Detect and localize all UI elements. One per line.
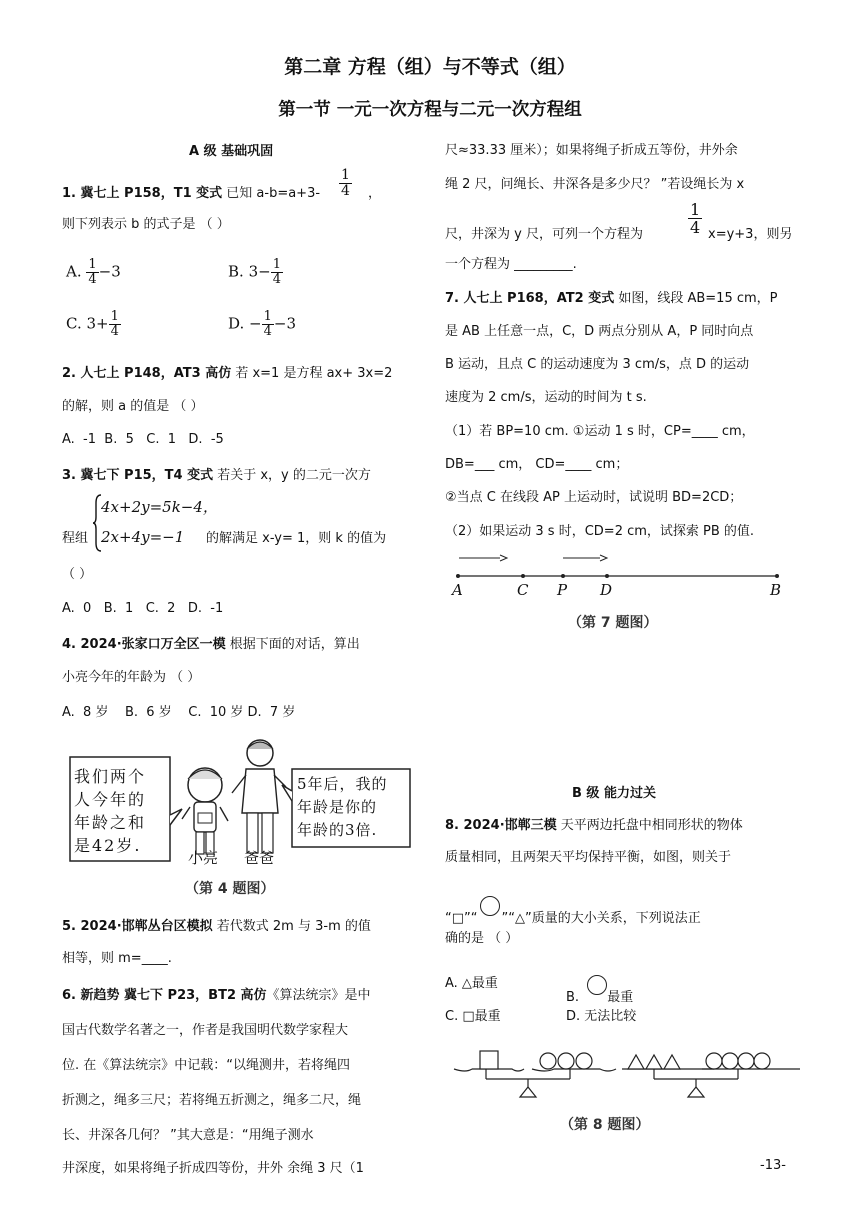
circle-icon xyxy=(587,975,607,995)
q3-tag: 3. 冀七下 P15，T4 变式 xyxy=(62,468,214,483)
q6-frac-line xyxy=(445,226,643,244)
q1-c-den: 4 xyxy=(110,324,119,339)
q3-line3: （ ） xyxy=(62,567,93,582)
q8-line1 xyxy=(445,817,743,835)
q1-fraction xyxy=(339,168,352,199)
page-number: -13- xyxy=(760,1158,786,1173)
q4-tag: 4. 2024·张家口万全区一模 xyxy=(62,637,226,652)
q6-frac-num: 1 xyxy=(690,200,701,219)
q6-frac-den: 4 xyxy=(690,218,701,237)
q1-option-a xyxy=(66,258,121,287)
q1-b-den: 4 xyxy=(272,272,281,287)
q3-suffix: 的解满足 x-y= 1，则 k 的值为 xyxy=(206,531,387,546)
q8-caption: （第 8 题图） xyxy=(560,1117,650,1133)
q1-option-b-label: B. xyxy=(228,262,244,281)
q4-left-line-4: 是42岁. xyxy=(74,836,142,855)
q1-d-post: −3 xyxy=(273,314,297,333)
q7-line5: （1）若 BP=10 cm. ①运动 1 s 时，CP=____ cm， xyxy=(445,424,755,439)
q7-point-b: B xyxy=(770,581,782,599)
balance-right xyxy=(622,1053,800,1097)
q4-name-right: 爸爸 xyxy=(244,849,275,867)
q3-equation-1: 4x+2y=5k−4， xyxy=(101,498,218,516)
q4-left-line-3: 年龄之和 xyxy=(74,813,147,832)
q8-line3-pre: “□”“ xyxy=(445,911,478,926)
q1-d-num: 1 xyxy=(263,309,272,324)
q4-name-left: 小亮 xyxy=(188,849,219,867)
q2-line2: 的解，则 a 的值是 （ ） xyxy=(62,399,204,414)
balance-left xyxy=(454,1051,616,1097)
q5-line2: 相等，则 m=____. xyxy=(62,951,172,966)
q4-left-line-2: 人今年的 xyxy=(74,790,147,809)
q1-b-pre: 3− xyxy=(248,262,271,281)
q1-d-pre: − xyxy=(249,314,262,333)
q1-option-d xyxy=(228,310,296,339)
q6-line1 xyxy=(62,987,371,1005)
circle-icon xyxy=(480,896,500,916)
q1-option-c xyxy=(66,310,121,339)
q8-text: 天平两边托盘中相同形状的物体 xyxy=(556,818,743,833)
q3-options: A. 0 B. 1 C. 2 D. -1 xyxy=(62,601,224,616)
q1-a-den: 4 xyxy=(88,272,97,287)
q4-caption: （第 4 题图） xyxy=(185,881,275,897)
q8-option-b-label: B. xyxy=(566,990,580,1005)
q7-figure xyxy=(445,550,795,600)
q8-line3-post: ”“△”质量的大小关系，下列说法正 xyxy=(501,911,701,926)
q8-line3 xyxy=(445,896,701,928)
q1-line1 xyxy=(62,185,320,203)
q4-line1 xyxy=(62,636,360,654)
q7-point-p: P xyxy=(557,581,568,599)
q1-line2: 则下列表示 b 的式子是 （ ） xyxy=(62,217,230,232)
q6-frac-line-post: x=y+3，则另 xyxy=(708,227,793,242)
q7-text: 如图，线段 AB=15 cm，P xyxy=(614,291,778,306)
q4-options: A. 8 岁 B. 6 岁 C. 10 岁 D. 7 岁 xyxy=(62,705,296,720)
q2-text: 若 x=1 是方程 ax+ 3x=2 xyxy=(231,366,393,381)
q3-line1 xyxy=(62,467,371,485)
q1-b-num: 1 xyxy=(272,257,281,272)
q8-option-d: D. 无法比较 xyxy=(566,1009,637,1024)
q4-line2: 小亮今年的年龄为 （ ） xyxy=(62,670,201,685)
q6-line3: 位. 在《算法统宗》中记载：“以绳测井，若将绳四 xyxy=(62,1058,350,1073)
q7-caption: （第 7 题图） xyxy=(568,615,658,631)
q1-frac-den: 4 xyxy=(341,183,350,199)
q7-line8: （2）如果运动 3 s 时，CD=2 cm，试探索 PB 的值. xyxy=(445,524,755,539)
q7-point-c: C xyxy=(517,581,529,599)
q4-text: 根据下面的对话，算出 xyxy=(225,637,360,652)
q4-right-line-1: 5年后，我的 xyxy=(297,775,388,793)
q7-line2: 是 AB 上任意一点，C，D 两点分别从 A，P 同时向点 xyxy=(445,324,754,339)
level-a-heading: A 级 基础巩固 xyxy=(189,144,274,159)
q7-tag: 7. 人七上 P168，AT2 变式 xyxy=(445,291,615,306)
q8-line4: 确的是 （ ） xyxy=(445,931,519,946)
q6-tag: 6. 新趋势 冀七下 P23，BT2 高仿 xyxy=(62,988,267,1003)
q6-right-line2: 绳 2 尺，问绳长、井深各是多少尺？ ”若设绳长为 x xyxy=(445,177,745,192)
q1-text: 已知 a-b=a+3- xyxy=(226,186,321,201)
q3-prefix: 程组 xyxy=(62,531,89,546)
chapter-title: 第二章 方程（组）与不等式（组） xyxy=(284,56,576,78)
q7-line1 xyxy=(445,290,778,308)
q4-right-line-3: 年龄的3倍. xyxy=(297,821,378,839)
q2-tag: 2. 人七上 P148，AT3 高仿 xyxy=(62,366,232,381)
q7-line4: 速度为 2 cm/s，运动的时间为 t s. xyxy=(445,390,647,405)
q7-point-d: D xyxy=(600,581,613,599)
q4-illustration xyxy=(60,735,420,870)
q5-tag: 5. 2024·邯郸丛台区模拟 xyxy=(62,919,213,934)
q7-line6: DB=___ cm， CD=____ cm； xyxy=(445,457,629,472)
q8-figure xyxy=(452,1045,812,1105)
q6-fraction xyxy=(688,201,702,236)
q4-right-line-2: 年龄是你的 xyxy=(297,798,378,816)
q8-option-a: A. △最重 xyxy=(445,976,498,991)
q1-tag: 1. 冀七上 P158，T1 变式 xyxy=(62,186,223,201)
q1-option-b xyxy=(228,258,283,287)
q1-a-num: 1 xyxy=(88,257,97,272)
q1-frac-num: 1 xyxy=(341,167,350,183)
q6-frac-line-pre: 尺，井深为 y 尺，可列一个方程为 xyxy=(445,227,643,242)
q6-line5: 长、井深各几何？ ”其大意是：“用绳子测水 xyxy=(62,1128,314,1143)
q4-left-line-1: 我们两个 xyxy=(74,767,147,786)
q6-line6: 井深度，如果将绳子折成四等份，井外 余绳 3 尺（1 xyxy=(62,1161,364,1176)
q5-line1 xyxy=(62,918,371,936)
q8-option-c: C. □最重 xyxy=(445,1009,501,1024)
q6-line2: 国古代数学名著之一，作者是我国明代数学家程大 xyxy=(62,1023,349,1038)
q5-text: 若代数式 2m 与 3-m 的值 xyxy=(212,919,371,934)
q1-c-pre: 3+ xyxy=(86,314,109,333)
q8-option-b xyxy=(566,975,633,1007)
level-b-heading: B 级 能力过关 xyxy=(572,786,656,801)
q8-option-b-text: 最重 xyxy=(607,990,634,1005)
q6-right-line1: 尺≈33.33 厘米）；如果将绳子折成五等份，井外余 xyxy=(445,143,738,158)
q2-line1 xyxy=(62,365,392,383)
q8-line2: 质量相同，且两架天平均保持平衡，如图，则关于 xyxy=(445,850,732,865)
q3-text: 若关于 x，y 的二元一次方 xyxy=(213,468,371,483)
q4-right-bubble-text xyxy=(297,773,388,842)
q1-a-post: −3 xyxy=(98,262,121,281)
q2-options: A. -1 B. 5 C. 1 D. -5 xyxy=(62,432,224,447)
q1-d-den: 4 xyxy=(263,324,272,339)
q3-equation-2: 2x+4y=−1 xyxy=(101,528,185,546)
q1-option-c-label: C. xyxy=(66,314,82,333)
q7-line3: B 运动，且点 C 的运动速度为 3 cm/s，点 D 的运动 xyxy=(445,357,750,372)
q1-c-num: 1 xyxy=(110,309,119,324)
q1-option-a-label: A. xyxy=(66,262,82,281)
q1-text-post: ， xyxy=(368,186,382,201)
q7-line7: ②当点 C 在线段 AP 上运动时，试说明 BD=2CD； xyxy=(445,490,743,505)
q7-point-a: A xyxy=(452,581,463,599)
q8-tag: 8. 2024·邯郸三模 xyxy=(445,818,557,833)
q6-text: 《算法统宗》是中 xyxy=(266,988,371,1003)
q4-left-bubble-text xyxy=(74,765,146,857)
section-title: 第一节 一元一次方程与二元一次方程组 xyxy=(278,100,582,120)
q1-option-d-label: D. xyxy=(228,314,245,333)
q6-last-line: 一个方程为 _________. xyxy=(445,257,577,272)
q6-line4: 折测之，绳多三尺；若将绳五折测之，绳多二尺，绳 xyxy=(62,1093,362,1108)
